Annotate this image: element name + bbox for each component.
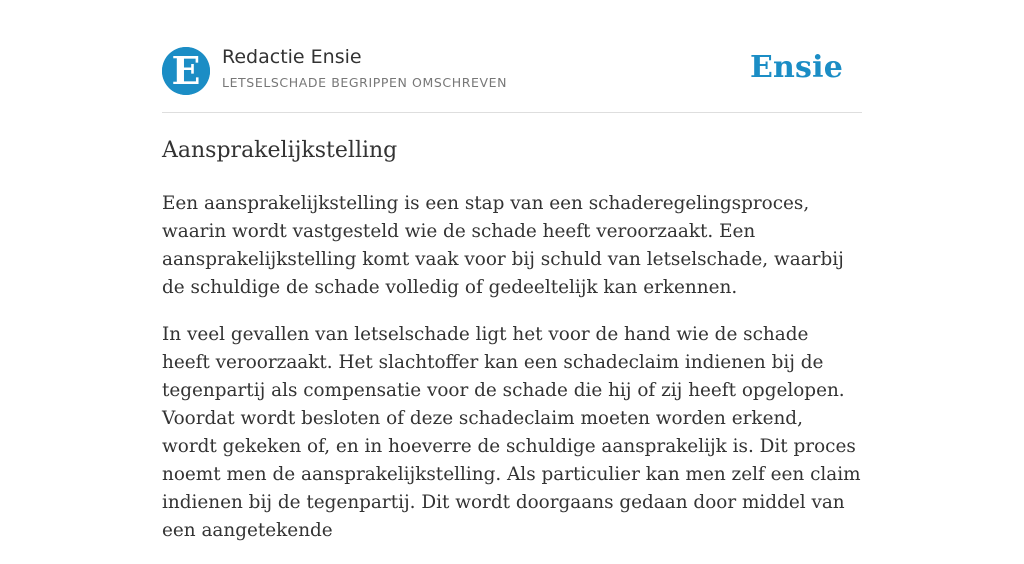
paragraph: Een aansprakelijkstelling is een stap van een schaderegelingsproces, waarin wordt vastgesteld wie de schade heeft veroorzaakt. Een aansprakelijkstelling komt vaak voor bij schuld van letselschade, waarbij de schuldige de schade volledig of gedeeltelijk kan erkennen. <box>162 193 844 298</box>
avatar-letter: E <box>171 48 201 93</box>
ensie-e-logo-icon[interactable] <box>162 47 210 95</box>
page-container <box>162 0 862 541</box>
author-subtitle: LETSELSCHADE BEGRIPPEN OMSCHREVEN <box>222 75 508 90</box>
page-title: Aansprakelijkstelling <box>162 138 398 163</box>
article-header <box>162 0 862 113</box>
article-body <box>162 190 862 564</box>
brand-logo[interactable]: Ensie <box>749 50 843 85</box>
author-name[interactable]: Redactie Ensie <box>222 46 362 68</box>
paragraph: In veel gevallen van letselschade ligt het voor de hand wie de schade heeft veroorzaakt. Het slachtoffer kan een schadeclaim indienen bij de tegenpartij als compensatie voor de schade die hij of zij heeft opgelopen. Voordat wordt besloten of deze schadeclaim moeten worden erkend, wordt gekeken of, en in hoeverre de schuldige aansprakelijk is. Dit proces noemt men de aansprakelijkstelling. Als particulier kan men zelf een claim indienen bij de tegenpartij. Dit wordt doorgaans gedaan door middel van een aangetekende <box>162 324 861 541</box>
